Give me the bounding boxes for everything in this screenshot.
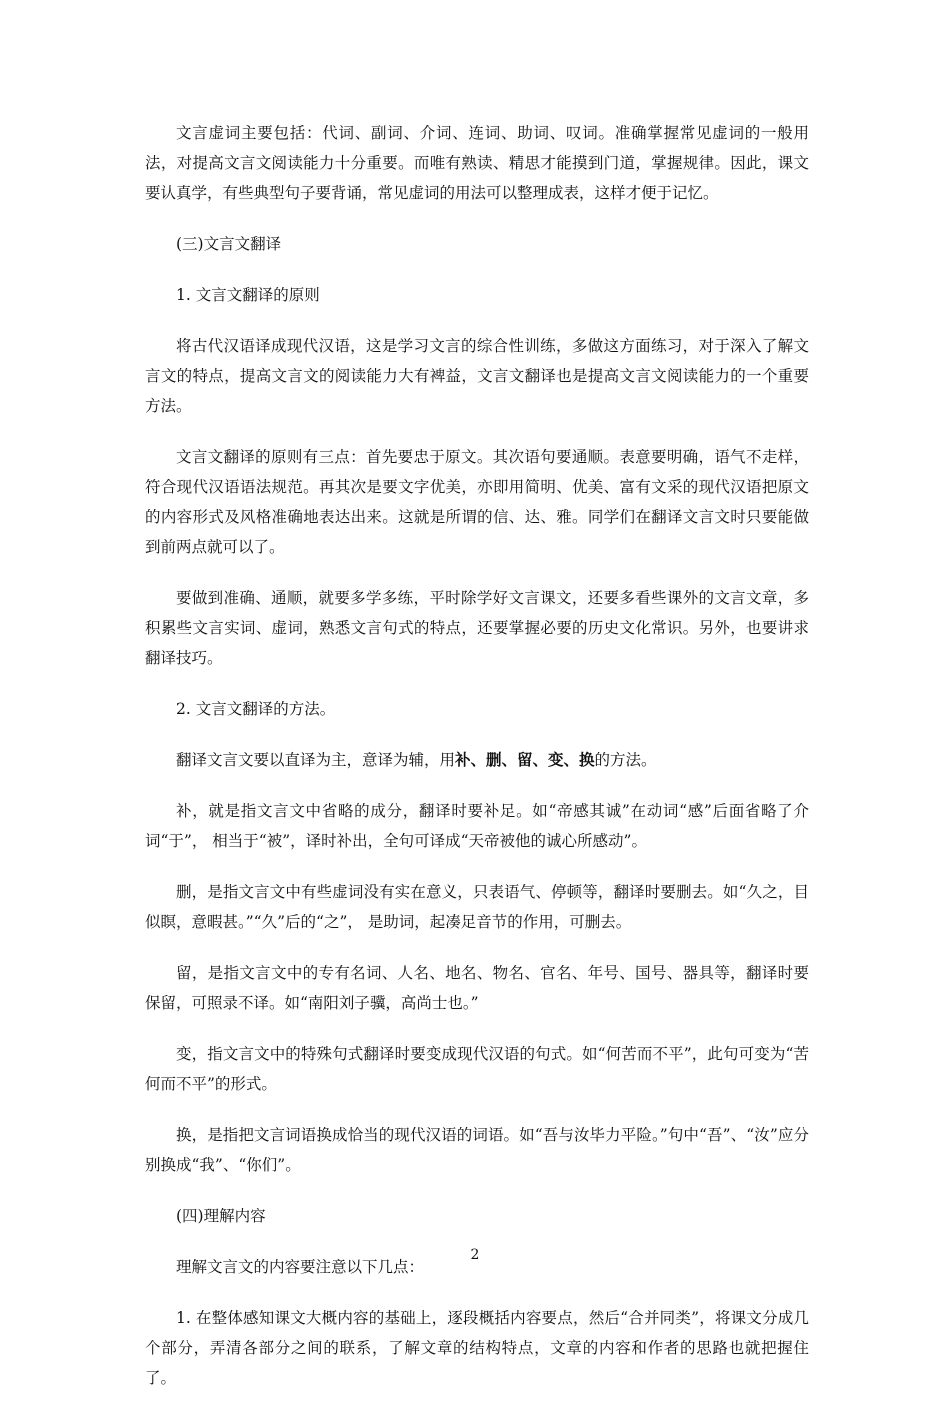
paragraph-practice: 要做到准确、通顺，就要多学多练，平时除学好文言课文，还要多看些课外的文言文章，多积累些文言实词、虚词，熟悉文言句式的特点，还要掌握必要的历史文化常识。另外，也要讲求翻译技巧。 xyxy=(145,589,809,667)
subheading-translation-principles: 1. 文言文翻译的原则 xyxy=(176,286,320,304)
paragraph-translation-intro: 将古代汉语译成现代汉语，这是学习文言的综合性训练，多做这方面练习，对于深入了解文言文的特点，提高文言文的阅读能力大有裨益，文言文翻译也是提高文言文阅读能力的一个重要方法。 xyxy=(145,337,809,415)
section-heading-understanding: (四)理解内容 xyxy=(176,1207,266,1225)
paragraph-function-words: 文言虚词主要包括：代词、副词、介词、连词、助词、叹词。准确掌握常见虚词的一般用法，对提高文言文阅读能力十分重要。而唯有熟读、精思才能摸到门道，掌握规律。因此，课文要认真学，有些典型句子要背诵，常见虚词的用法可以整理成表，这样才便于记忆。 xyxy=(145,124,809,202)
document-body xyxy=(145,118,809,1414)
subheading-translation-methods: 2. 文言文翻译的方法。 xyxy=(176,700,336,718)
methods-keywords: 补、删、留、变、换 xyxy=(455,750,595,769)
paragraph-method-delete: 删，是指文言文中有些虚词没有实在意义，只表语气、停顿等，翻译时要删去。如“久之，目似瞑，意暇甚。”“久”后的“之”， 是助词，起凑足音节的作用，可删去。 xyxy=(145,883,809,931)
paragraph-method-change: 变，指文言文中的特殊句式翻译时要变成现代汉语的句式。如“何苦而不平”，此句可变为“苦何而不平”的形式。 xyxy=(145,1045,809,1093)
paragraph-understanding-intro: 理解文言文的内容要注意以下几点： xyxy=(176,1258,425,1276)
paragraph-method-replace: 换，是指把文言词语换成恰当的现代汉语的词语。如“吾与汝毕力平险。”句中“吾”、“汝”应分别换成“我”、“你们”。 xyxy=(145,1126,809,1174)
page-number: 2 xyxy=(470,1247,480,1263)
section-heading-translation: (三)文言文翻译 xyxy=(176,235,282,253)
methods-summary-prefix: 翻译文言文要以直译为主，意译为辅，用 xyxy=(176,751,456,769)
paragraph-method-supplement: 补，就是指文言文中省略的成分，翻译时要补足。如“帝感其诚”在动词“感”后面省略了介词“于”， 相当于“被”，译时补出，全句可译成“天帝被他的诚心所感动”。 xyxy=(145,802,809,850)
paragraph-methods-summary xyxy=(145,745,809,775)
paragraph-three-principles: 文言文翻译的原则有三点：首先要忠于原文。其次语句要通顺。表意要明确，语气不走样，符合现代汉语语法规范。再其次是要文字优美，亦即用简明、优美、富有文采的现代汉语把原文的内容形式及风格准确地表达出来。这就是所谓的信、达、雅。同学们在翻译文言文时只要能做到前两点就可以了。 xyxy=(145,448,809,556)
paragraph-understanding-point-1: 1. 在整体感知课文大概内容的基础上，逐段概括内容要点，然后“合并同类”，将课文分成几个部分，弄清各部分之间的联系，了解文章的结构特点，文章的内容和作者的思路也就把握住了。 xyxy=(145,1309,809,1387)
methods-summary-suffix: 的方法。 xyxy=(594,751,657,769)
paragraph-method-retain: 留，是指文言文中的专有名词、人名、地名、物名、官名、年号、国号、器具等，翻译时要保留，可照录不译。如“南阳刘子骥，高尚士也。” xyxy=(145,964,809,1012)
